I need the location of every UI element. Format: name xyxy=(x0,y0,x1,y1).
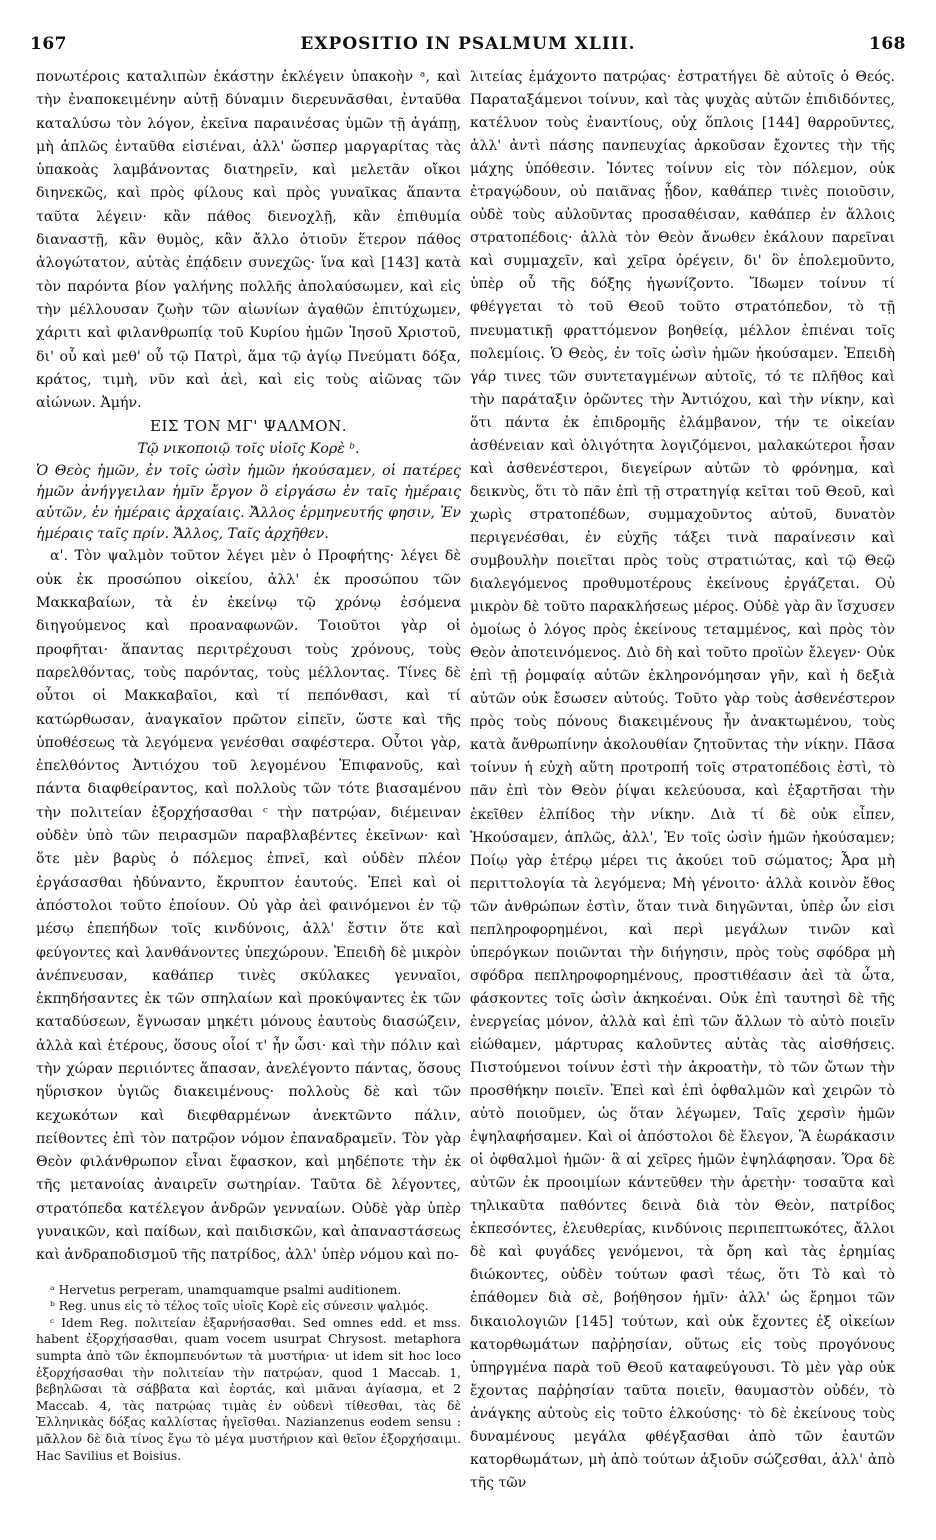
right-column xyxy=(470,66,895,1495)
footnote-b: ᵇ Reg. unus εἰς τὸ τέλος τοῖς υἱοῖς Κορὲ εἰς σύνεσιν ψαλμός. xyxy=(50,1299,429,1314)
running-title: EXPOSITIO IN PSALMUM XLIII. xyxy=(300,34,636,54)
psalm-dedication: Τῷ νικοποιῷ τοῖς υἱοῖς Κορὲ ᵇ. xyxy=(137,441,360,458)
commentary-paragraph: α'. Τὸν ψαλμὸν τοῦτον λέγει μὲν ὁ Προφήτης· λέγει δὲ οὐκ ἐκ προσώπου οἰκείου, ἀλλ' ἐκ προσώπου τῶν Μακκαβαίων, τὰ ἐν ἐκείνῳ τῷ χρόνῳ ἐσόμενα διηγούμενος καὶ προαναφωνῶν. Τοιοῦτοι γὰρ οἱ προφῆται· ἅπαντας περιτρέχουσι τοὺς χρόνους, τοὺς παρελθόντας, τοὺς παρόντας, τοὺς μέλλοντας. Τίνες δὲ οὗτοι οἱ Μακκαβαῖοι, καὶ τί πεπόνθασι, καὶ τί κατώρθωσαν, ἀναγκαῖον πρῶτον εἰπεῖν, ὥστε καὶ τῆς ὑποθέσεως τὰ λεγόμενα γενέσθαι σαφέστερα. Οὗτοι γὰρ, ἐπελθόντος Ἀντιόχου τοῦ λεγομένου Ἐπιφανοῦς, καὶ πάντα διαφθείραντος, καὶ πολλοὺς τῶν τότε βιασαμένου τὴν πολιτείαν ἐξορχήσασθαι ᶜ τὴν πατρῴαν, διέμειναν οὐδὲν ὑπὸ τῶν πειρασμῶν παραβλαβέντες ἐκεῖνων· καὶ ὅτε μὲν βαρὺς ὁ πόλεμος ἐπνεῖ, καὶ οὐδὲν πλέον ἐργάσασθαι ἠδύναντο, ἔκρυπτον ἑαυτούς. Ἐπεὶ καὶ οἱ ἀπόστολοι τοῦτο ἐποίουν. Οὐ γὰρ ἀεὶ φαινόμενοι ἐν τῷ μέσῳ ἐπεπήδων τοῖς κινδύνοις, ἀλλ' ἔστιν ὅτε καὶ φεύγοντες καὶ λανθάνοντες ὑπεχώρουν. Ἐπειδὴ δὲ μικρὸν ἀνέπνευσαν, καθάπερ τινὲς σκύλακες γενναῖοι, ἐκπηδήσαντες ἐκ τῶν σπηλαίων καὶ προκύψαντες ἐκ τῶν καταδύσεων, ἔγνωσαν μηκέτι μόνους ἑαυτοὺς διασώζειν, ἀλλὰ καὶ ἑτέρους, ὅσους οἷοί τ' ἦν ὦσι· καὶ τὴν πόλιν καὶ τὴν χώραν περιιόντες ἅπασαν, ἀνελέγοντο πάντας, ὅσους ηὕρισκον ὑγιῶς διακειμένους· πολλοὺς δὲ καὶ τῶν κεχωκότων καὶ διεφθαρμένων ἀνεκτῶντο πάλιν, πείθοντες ἐπὶ τὸν πατρῷον νόμον ἐπαναδραμεῖν. Τὸν γὰρ Θεὸν φιλάνθρωπον εἶναι ἔφασκον, καὶ μηδέποτε τὴν ἐκ τῆς μετανοίας ἀναιρεῖν σωτηρίαν. Ταῦτα δὲ λέγοντες, στρατόπεδα κατέλεγον ἀνδρῶν γενναίων. Οὐδὲ γὰρ ὑπὲρ γυναικῶν, καὶ παίδων, καὶ παιδισκῶν, καὶ ἀπαναστάσεως καὶ ἀνδραποδισμοῦ τῆς πατρίδος, ἀλλ' ὑπὲρ νόμου καὶ πο- xyxy=(36,548,461,1264)
page-number-right: 168 xyxy=(869,34,906,54)
footnote-a: ᵃ Hervetus perperam, unamquamque psalmi auditionem. xyxy=(50,1282,402,1297)
left-column xyxy=(36,66,461,1464)
page-number-left: 167 xyxy=(30,34,67,54)
running-head xyxy=(30,34,906,58)
psalm-verse: Ὁ Θεὸς ἡμῶν, ἐν τοῖς ὠσὶν ἡμῶν ἠκούσαμεν, οἱ πατέρες ἡμῶν ἀνήγγειλαν ἡμῖν ἔργον ὃ εἰργάσω ἐν ταῖς ἡμέραις αὐτῶν, ἐν ἡμέραις ἀρχαίαις. Ἄλλος ἑρμηνευτής φησιν, Ἐν ἡμέραις ταῖς πρίν. Ἄλλος, Ταῖς ἀρχῆθεν. xyxy=(36,463,461,543)
footnote-c: ᶜ Idem Reg. πολιτείαν ἐξαρνήσασθαι. Sed omnes edd. et mss. habent ἐξορχήσασθαι, quam vocem usurpat Chrysost. metaphora sumpta ἀπὸ τῶν ἐκπομπευόντων τὰ μυστήρια· ut idem sit hoc loco ἐξορχήσασθαι τὴν πολιτείαν τὴν πατρῴαν, quod 1 Maccab. 1, βεβηλῶσαι τὰ σάββατα καὶ ἑορτάς, καὶ μιᾶναι ἁγίασμα, et 2 Maccab. 4, τὰς πατρῴας τιμὰς ἐν οὐδενὶ τίθεσθαι, τὰς δὲ Ἑλληνικὰς δόξας καλλίστας ἡγεῖσθαι. Nazianzenus eodem sensu : μᾶλλον δὲ διὰ τίνος ἔγω τὸ μέγα μυστήριον καὶ θεῖον ἐξορχήσαιμι. Hac Savilius et Boisius. xyxy=(36,1315,461,1463)
commentary-continuation: λιτείας ἐμάχοντο πατρῴας· ἐστρατήγει δὲ αὐτοῖς ὁ Θεός. Παραταξάμενοι τοίνυν, καὶ τὰς ψυχὰς αὐτῶν ἐπιδιδόντες, κατέλυον τοὺς ἐναντίους, οὐχ ὅπλοις [144] θαρροῦντες, ἀλλ' ἀντὶ πάσης πανπευχίας ἀρκοῦσαν ἔχοντες τὴν τῆς μάχης ὑπόθεσιν. Ἰόντες τοίνυν εἰς τὸν πόλεμον, οὐκ ἐτραγῴδουν, οὐ παιᾶνας ᾖδον, καθάπερ τινὲς ποιοῦσιν, οὐδὲ τοὺς αὐλοῦντας προσαθέισαν, καθάπερ ἐν ἄλλοις στρατοπέδοις· ἀλλὰ τὸν Θεὸν ἄνωθεν ἐκάλουν παρεῖναι καὶ συμμαχεῖν, καὶ χεῖρα ὀρέγειν, δι' ὃν ἐπολεμοῦντο, ὑπὲρ οὗ τῆς δόξης ἠγωνίζοντο. Ἴδωμεν τοίνυν τί φθέγγεται τὸ τοῦ Θεοῦ τοῦτο στρατόπεδον, τὸ τῇ πνευματικῇ φραττόμενον βοηθείᾳ, μέλλον ἐπιέναι τοῖς πολεμίοις. Ὁ Θεὸς, ἐν τοῖς ὠσὶν ἡμῶν ἠκούσαμεν. Ἐπειδὴ γάρ τινες τῶν συντεταγμένων αὐτοῖς, τό τε πλῆθος καὶ τὴν παράταξιν ὁρῶντες τὴν Ἀντιόχου, καὶ τὴν νίκην, καὶ ὅτι πάντα ἐκ ἐπιδρομῆς ἐλάμβανον, τήν τε οἰκείαν ἀσθένειαν καὶ ὀλιγότητα λογιζόμενοι, μαλακώτεροι ἦσαν καὶ ἀσθενέστεροι, διεγείρων αὐτῶν τὸ φρόνημα, καὶ δεικνὺς, ὅτι τὸ πᾶν ἐπὶ τῇ στρατηγίᾳ κεῖται τοῦ Θεοῦ, καὶ χωρὶς στρατοπέδων, συμμαχοῦντος αὐτοῦ, δυνατὸν περιγενέσθαι, ἐν εὐχῆς τάξει τινὰ παραίνεσιν καὶ συμβουλὴν ποιεῖται πρὸς τοὺς στρατιώτας, καὶ τῷ Θεῷ διαλεγόμενος προθυμοτέρους ἐκείνους ἐργάζεται. Οὐ μικρὸν δὲ τοῦτο παρακλήσεως μέρος. Οὐδὲ γὰρ ἂν ἴσχυσεν ὁμοίως ὁ λόγος πρὸς ἐκείνους τεταμμένος, καὶ πρὸς τὸν Θεὸν ἀποτεινόμενος. Διὸ δὴ καὶ τοῦτο προϊὼν ἔλεγεν· Οὐκ ἐπὶ τῇ ῥομφαίᾳ αὐτῶν ἐκληρονόμησαν γῆν, καὶ ἡ δεξιὰ αὐτῶν οὐκ ἔσωσεν αὐτούς. Τοῦτο γὰρ τοὺς ἀσθενέστερον πρὸς τοὺς πόνους διακειμένους ἦν ἀνακτωμένου, τοὺς κατὰ ἄνθρωπίνην ἀκολουθίαν ζητοῦντας τὴν νίκην. Πᾶσα τοίνυν ἡ εὐχὴ αὕτη προτροπή τοῖς στρατοπέδοις ἐστὶ, τὸ πᾶν ἐπὶ τὸν Θεὸν ῥίψαι κελεύουσα, καὶ ἐξαρτῆσαι τὴν ἐκεῖθεν ἐλπίδος τὴν νίκην. Διὰ τί δὲ οὐκ εἶπεν, Ἠκούσαμεν, ἁπλῶς, ἀλλ', Ἐν τοῖς ὠσὶν ἡμῶν ἠκούσαμεν; Ποίῳ γὰρ ἑτέρῳ μέρει τις ἀκούει τοῦ σώματος; Ἆρα μὴ περιττολογία τὰ λεγόμενα; Μὴ γένοιτο· ἀλλὰ κοινὸν ἔθος τῶν ἀνθρώπων ἐστὶν, ὅταν τινὰ διηγῶνται, ὑπὲρ ὧν εἰσι πεπληροφορημένοι, καὶ περὶ μεγάλων τινῶν καὶ ὑπερόγκων ποιῶνται τὴν διήγησιν, πρὸς τοὺς σφόδρα μὴ σφόδρα πεπληροφορημένους, προστιθέασιν ἀεὶ τὰ ὦτα, φάσκοντες τοῖς ὠσὶν ἀκηκοέναι. Οὐκ ἐπὶ ταυτησὶ δὲ τῆς ἐνεργείας μόνον, ἀλλὰ καὶ ἐπὶ τῶν ἄλλων τὸ αὐτὸ ποιεῖν εἰώθαμεν, μάρτυρας καλοῦντες αὐτὰς τὰς αἰσθήσεις. Πιστούμενοι τοίνυν ἐστὶ τὴν ἀκροατὴν, τὸ τῶν ὤτων τὴν προσθήκην ποιεῖν. Ἐπεὶ καὶ ἐπὶ ὀφθαλμῶν καὶ χειρῶν τὸ αὐτὸ ποιοῦμεν, ὡς ὅταν λέγωμεν, Ταῖς χερσὶν ἡμῶν ἐψηλαφήσαμεν. Καὶ οἱ ἀπόστολοι δὲ ἔλεγον, Ἃ ἑωράκασιν οἱ ὀφθαλμοὶ ἡμῶν· ἃ αἱ χεῖρες ἡμῶν ἐψηλάφησαν. Ὅρα δὲ αὐτῶν ἐκ προοιμίων κάντεῦθεν τὴν ἀρετὴν· τοσαῦτα καὶ τηλικαῦτα παθόντες δεινὰ διὰ τὸν Θεὸν, πατρίδος ἐκπεσόντες, ἐλευθερίας, κινδύνοις περιπεπτωκότες, ἄλλοι δὲ καὶ φυγάδες γενόμενοι, τὰ ὄρη καὶ τὰς ἐρημίας διώκοντες, οὐδὲν τούτων φασὶ τέως, ὅτι Τὸ καὶ τὸ ἐπάθομεν διὰ σὲ, βοήθησον ἡμῖν· ἀλλ' ὡς ἔρημοι τῶν δικαιολογιῶν [145] τούτων, καὶ οὐκ ἔχοντες ἐξ οἰκείων κατορθωμάτων παῤῥησίαν, οὕτως εἰς τοὺς προγόνους ὑπηργμένα παρὰ τοῦ Θεοῦ καταφεύγουσι. Τὸ μὲν γὰρ οὐκ ἔχοντας παῤῥησίαν ταῦτα ποιεῖν, θαυμαστὸν οὐδέν, τὸ ἀνάγκης αὐτοὺς εἰς τοῦτο ἑλκούσης· τὸ δὲ ἐκείνους τοὺς δυναμένους μεγάλα φθέγξασθαι ἀπὸ τῶν ἑαυτῶν κατορθωμάτων, μὴ ἀπὸ τούτων ἀξιοῦν σώζεσθαι, ἀλλ' ἀπὸ τῆς τῶν xyxy=(470,69,895,1491)
psalm-heading: ΕΙΣ ΤΟΝ ΜΓ' ΨΑΛΜΟΝ. xyxy=(150,417,347,436)
footnotes xyxy=(36,1282,461,1465)
closing-paragraph: πονωτέροις καταλιπὼν ἑκάστην ἐκλέγειν ὑπακοὴν ᵃ, καὶ τὴν ἐναποκειμένην αὐτῇ δύναμιν διερευνᾶσθαι, ἐνταῦθα καταλύσω τὸν λόγον, ἐκεῖνα παραινέσας ὑμῶν τῇ ἀγάπῃ, μὴ ἁπλῶς ἐνταῦθα εἰσιέναι, ἀλλ' ὥσπερ μαργαρίτας τὰς ὑπακοὰς λαμβάνοντας διατηρεῖν, καὶ μελετᾶν οἴκοι διηνεκῶς, καὶ πρὸς φίλους καὶ πρὸς γυναῖκας ἅπαντα ταῦτα λέγειν· κἂν πάθος διενοχλῇ, κἂν ἐπιθυμία διαναστῇ, κἂν θυμὸς, κἂν ἄλλο ὁτιοῦν ἕτερον πάθος ἀλογώτατον, αὐτὰς ἐπᾴδειν συνεχῶς· ἵνα καὶ [143] κατὰ τὸν παρόντα βίον γαλήνης πολλῆς ἀπολαύσωμεν, καὶ εἰς τὴν μέλλουσαν ζωὴν τῶν αἰωνίων ἀγαθῶν ἐπιτύχωμεν, χάριτι καὶ φιλανθρωπίᾳ τοῦ Κυρίου ἡμῶν Ἰησοῦ Χριστοῦ, δι' οὗ καὶ μεθ' οὗ τῷ Πατρὶ, ἅμα τῷ ἁγίῳ Πνεύματι δόξα, κράτος, τιμὴ, νῦν καὶ ἀεὶ, καὶ εἰς τοὺς αἰῶνας τῶν αἰώνων. Ἀμήν. xyxy=(36,69,461,412)
